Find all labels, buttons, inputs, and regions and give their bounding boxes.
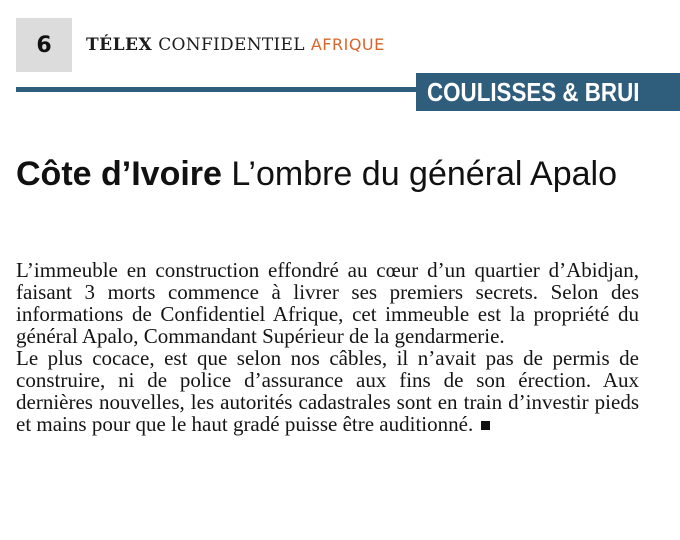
masthead-telex: TÉLEX [86, 35, 153, 55]
masthead-confidentiel: CONFIDENTIEL [158, 35, 305, 55]
body-paragraph [16, 259, 639, 347]
headline-title: L’ombre du général Apalo [221, 155, 618, 193]
headline-country: Côte d’Ivoire [16, 155, 222, 193]
body-paragraph [16, 347, 639, 435]
section-rule [16, 87, 416, 92]
article-headline [16, 155, 636, 194]
page-number-box [16, 18, 72, 72]
page-number: 6 [36, 32, 52, 58]
paragraph-text: L’immeuble en construction effondré au cœur d’un quartier d’Abidjan, faisant 3 morts commence à livrer ses premiers secrets. Selon des informations de Confidentiel Afrique, cet immeuble est la propriété du général Apalo, Commandant Supérieur de la gendarmerie. [16, 258, 639, 348]
masthead-afrique: AFRIQUE [310, 35, 385, 54]
rubric-label: COULISSES & BRUI [427, 77, 640, 107]
paragraph-text: Le plus cocace, est que selon nos câbles, il n’avait pas de permis de construire, ni de police d’assurance aux fins de son érection. Aux dernières nouvelles, les autorités cadastrales sont en train d’investir pieds et mains pour que le haut gradé puisse être auditionné. [16, 346, 639, 436]
end-of-article-mark [481, 421, 490, 430]
masthead [86, 35, 385, 55]
article-body [16, 259, 639, 435]
section-rubric [416, 73, 680, 111]
